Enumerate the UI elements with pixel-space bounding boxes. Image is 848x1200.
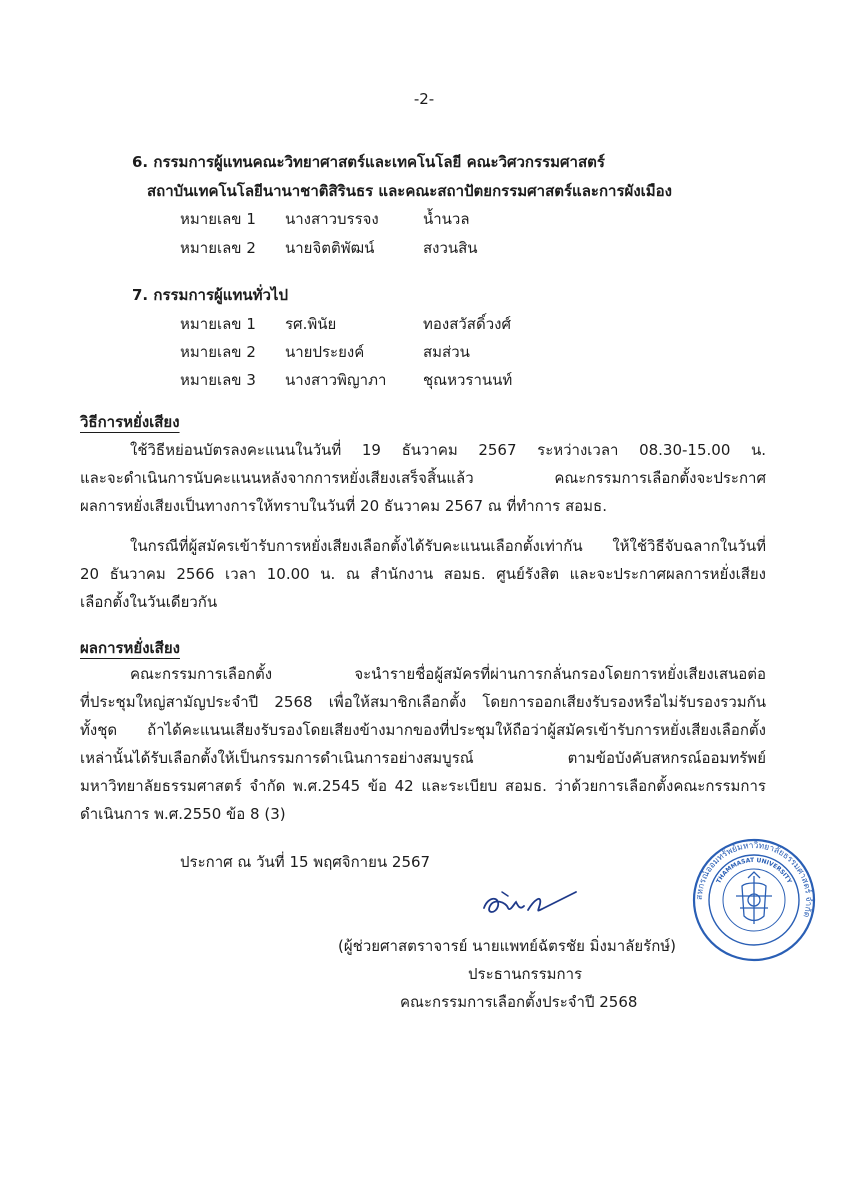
candidate-number: หมายเลข 2 — [180, 343, 256, 361]
seal-emblem — [736, 872, 772, 924]
candidate-first-name: นางสาวพิญาภา — [285, 371, 387, 389]
seal-outer-text: สหกรณ์ออมทรัพย์มหาวิทยาลัยธรรมศาสตร์ จำกัด — [694, 840, 814, 919]
voting-method-paragraph-2 — [80, 532, 766, 616]
voting-result-paragraph — [80, 660, 766, 828]
candidate-first-name: นายประยงค์ — [285, 343, 365, 361]
voting-method-heading: วิธีการหยั่งเสียง — [80, 413, 180, 431]
paragraph-line: และจะดำเนินการนับคะแนนหลังจากการหยั่งเสียงเสร็จสิ้นแล้ว คณะกรรมการเลือกตั้งจะประกาศ — [80, 469, 766, 487]
candidate-last-name: ทองสวัสดิ์วงศ์ — [423, 315, 511, 333]
candidate-first-name: นางสาวบรรจง — [285, 210, 379, 228]
candidate-last-name: สงวนสิน — [423, 239, 478, 257]
candidate-first-name: รศ.พินัย — [285, 315, 337, 333]
signer-name: (ผู้ช่วยศาสตราจารย์ นายแพทย์ฉัตรชัย มิ่งมาลัยรักษ์) — [338, 937, 677, 955]
paragraph-line: ในกรณีที่ผู้สมัครเข้ารับการหยั่งเสียงเลือกตั้งได้รับคะแนนเลือกตั้งเท่ากัน ให้ใช้วิธีจับฉลากในวันที่ — [130, 537, 766, 555]
candidate-number: หมายเลข 3 — [180, 371, 256, 389]
paragraph-line: ผลการหยั่งเสียงเป็นทางการให้ทราบในวันที่ 20 ธันวาคม 2567 ณ ที่ทำการ สอมธ. — [80, 497, 607, 515]
candidate-last-name: น้ำนวล — [423, 210, 470, 228]
voting-method-paragraph-1 — [80, 436, 766, 520]
paragraph-line: ทั้งชุด ถ้าได้คะแนนเสียงรับรองโดยเสียงข้างมากของที่ประชุมให้ถือว่าผู้สมัครเข้ารับการหยั่งเสียงเลือกตั้ง — [80, 721, 766, 739]
paragraph-line: ใช้วิธีหย่อนบัตรลงคะแนนในวันที่ 19 ธันวาคม 2567 ระหว่างเวลา 08.30-15.00 น. — [130, 441, 766, 459]
paragraph-line: เหล่านั้นได้รับเลือกตั้งให้เป็นกรรมการดำเนินการอย่างสมบูรณ์ ตามข้อบังคับสหกรณ์ออมทรัพย์ — [80, 749, 766, 767]
section6-title-line1: 6. กรรมการผู้แทนคณะวิทยาศาสตร์และเทคโนโลยี คณะวิศวกรรมศาสตร์ — [132, 153, 605, 171]
announcement-date: ประกาศ ณ วันที่ 15 พฤศจิกายน 2567 — [180, 853, 431, 871]
signer-title: ประธานกรรมการ — [468, 965, 583, 983]
paragraph-line: มหาวิทยาลัยธรรมศาสตร์ จำกัด พ.ศ.2545 ข้อ 42 และระเบียบ สอมธ. ว่าด้วยการเลือกตั้งคณะกรรมการ — [80, 777, 766, 795]
signer-committee: คณะกรรมการเลือกตั้งประจำปี 2568 — [400, 993, 638, 1011]
section6-title-line2: สถาบันเทคโนโลยีนานาชาติสิรินธร และคณะสถาปัตยกรรมศาสตร์และการผังเมือง — [147, 182, 672, 200]
candidate-number: หมายเลข 1 — [180, 315, 256, 333]
signature — [478, 882, 582, 926]
candidate-last-name: สมส่วน — [423, 343, 470, 361]
seal-inner-text: THAMMASAT UNIVERSITY — [715, 856, 793, 885]
paragraph-line: ดำเนินการ พ.ศ.2550 ข้อ 8 (3) — [80, 805, 286, 823]
cooperative-seal — [692, 838, 816, 962]
candidate-first-name: นายจิตติพัฒน์ — [285, 239, 375, 257]
candidate-last-name: ชุณหวรานนท์ — [423, 371, 513, 389]
voting-result-heading: ผลการหยั่งเสียง — [80, 639, 180, 657]
paragraph-line: เลือกตั้งในวันเดียวกัน — [80, 593, 218, 611]
paragraph-line: คณะกรรมการเลือกตั้ง จะนำรายชื่อผู้สมัครที่ผ่านการกลั่นกรองโดยการหยั่งเสียงเสนอต่อ — [130, 665, 766, 683]
page-number: -2- — [413, 90, 435, 108]
paragraph-line: 20 ธันวาคม 2566 เวลา 10.00 น. ณ สำนักงาน สอมธ. ศูนย์รังสิต และจะประกาศผลการหยั่งเสียง — [80, 565, 766, 583]
candidate-number: หมายเลข 1 — [180, 210, 256, 228]
paragraph-line: ที่ประชุมใหญ่สามัญประจำปี 2568 เพื่อให้สมาชิกเลือกตั้ง โดยการออกเสียงรับรองหรือไม่รับรองรวมกัน — [80, 693, 766, 711]
candidate-number: หมายเลข 2 — [180, 239, 256, 257]
section7-title: 7. กรรมการผู้แทนทั่วไป — [132, 286, 288, 304]
